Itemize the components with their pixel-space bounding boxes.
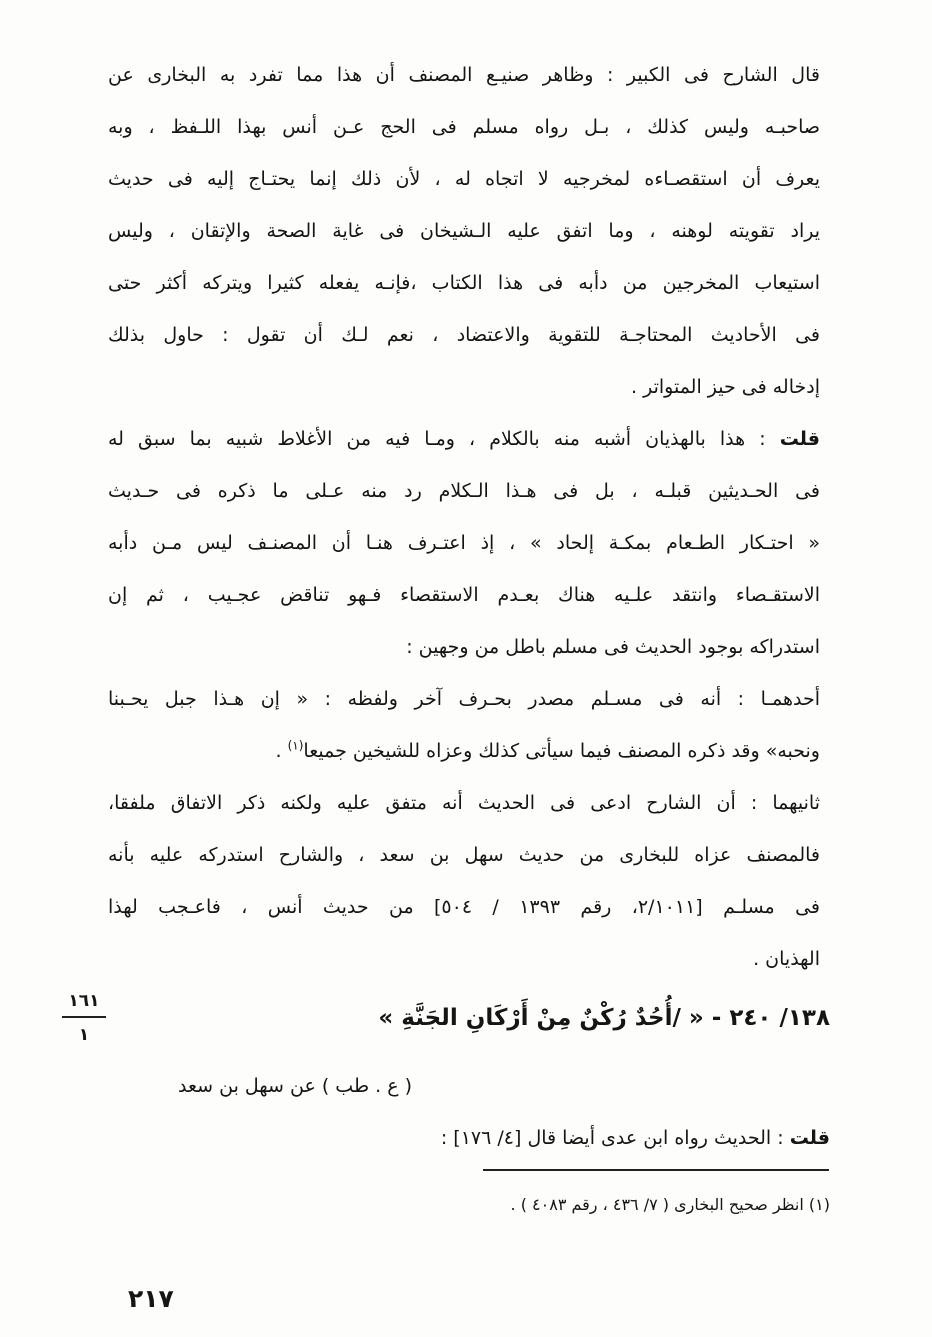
hadith-heading: ١٣٨/ ٢٤٠ - « /أُحُدٌ رُكْنٌ مِنْ أَرْكَانِ الجَنَّةِ » <box>378 1005 830 1031</box>
footnote-divider <box>483 1169 829 1171</box>
main-text <box>108 49 820 985</box>
text-line: استيعاب المخرجين من دأبه فى هذا الكتاب ،فإنـه يفعله كثيرا ويتركه أكثر حتى <box>108 272 820 294</box>
text-line: فى الأحاديث المحتاجـة للتقوية والاعتضاد ، نعم لـك أن تقول : حاول بذلك <box>108 324 820 346</box>
qultu-lead: قلت <box>789 1127 830 1149</box>
text-line: يعرف أن استقصـاءه لمخرجيه لا اتجاه له ، لأن ذلك إنما يحتـاج إليه فى حديث <box>108 168 820 190</box>
text-line: « احتـكار الطـعام بمكـة إلحاد » ، إذ اعتـرف هنـا أن المصنـف ليس مـن دأبه <box>108 532 820 554</box>
hadith-comment <box>441 1112 830 1164</box>
text-line <box>108 725 820 777</box>
text-line: ثانيهما : أن الشارح ادعى فى الحديث أنه متفق عليه ولكنه ذكر الاتفاق ملفقا، <box>108 792 820 814</box>
text-line: فى مسلـم [٢/١٠١١، رقم ١٣٩٣ / ٥٠٤] من حديث أنس ، فاعـجب لهذا <box>108 896 820 918</box>
margin-reference <box>62 986 106 1052</box>
text-line: فالمصنف عزاه للبخارى من حديث سهل بن سعد ، والشارح استدركه عليه بأنه <box>108 844 820 866</box>
text-line: الاستقـصاء وانتقد علـيه هناك بعـدم الاستقصاء فـهو تناقض عجـيب ، ثم إن <box>108 584 820 606</box>
margin-ref-bottom: ١ <box>78 1025 90 1045</box>
text-line-end: . <box>275 740 288 762</box>
footnote: (١) انظر صحيح البخارى ( ٧/ ٤٣٦ ، رقم ٤٠٨٣ ) . <box>510 1195 830 1214</box>
text-line: صاحبـه وليس كذلك ، بـل رواه مسلم فى الحج عـن أنس بهذا اللـفظ ، وبه <box>108 116 820 138</box>
page-number: ٢١٧ <box>128 1284 174 1313</box>
margin-ref-top: ١٦١ <box>62 986 106 1018</box>
text-line: الهذيان . <box>753 948 820 970</box>
hadith-source: ( ع . طب ) عن سهل بن سعد <box>178 1075 412 1097</box>
footnote-marker: (١) <box>287 738 304 753</box>
text-line <box>108 413 820 465</box>
text-line: إدخاله فى حيز المتواتر . <box>631 376 820 398</box>
text-line: استدراكه بوجود الحديث فى مسلم باطل من وجهين : <box>406 636 820 658</box>
text-line-body: ونحبه» وقد ذكره المصنف فيما سيأتى كذلك وعزاه للشيخين جميعا <box>303 740 820 762</box>
text-line: أحدهمـا : أنه فى مسـلم مصدر بحـرف آخر ولفظه : « إن هـذا جبل يحـبنا <box>108 688 820 710</box>
text-line: قال الشارح فى الكبير : وظاهر صنيـع المصنف أن هذا مما تفرد به البخارى عن <box>108 64 820 86</box>
qultu-lead: قلت <box>779 428 820 450</box>
text-line: يراد تقويته لوهنه ، وما اتفق عليه الـشيخان فى غاية الصحة والإتقان ، وليس <box>108 220 820 242</box>
text-line-rest: : هذا بالهذيان أشبه منه بالكلام ، ومـا فيه من الأغلاط شبيه بما سبق له <box>108 428 780 450</box>
text-line: فى الحـديثين قبلـه ، بل فى هـذا الـكلام رد منه عـلى ما ذكره فى حـديث <box>108 480 820 502</box>
comment-text: : الحديث رواه ابن عدى أيضا قال [٤/ ١٧٦] : <box>440 1127 790 1149</box>
